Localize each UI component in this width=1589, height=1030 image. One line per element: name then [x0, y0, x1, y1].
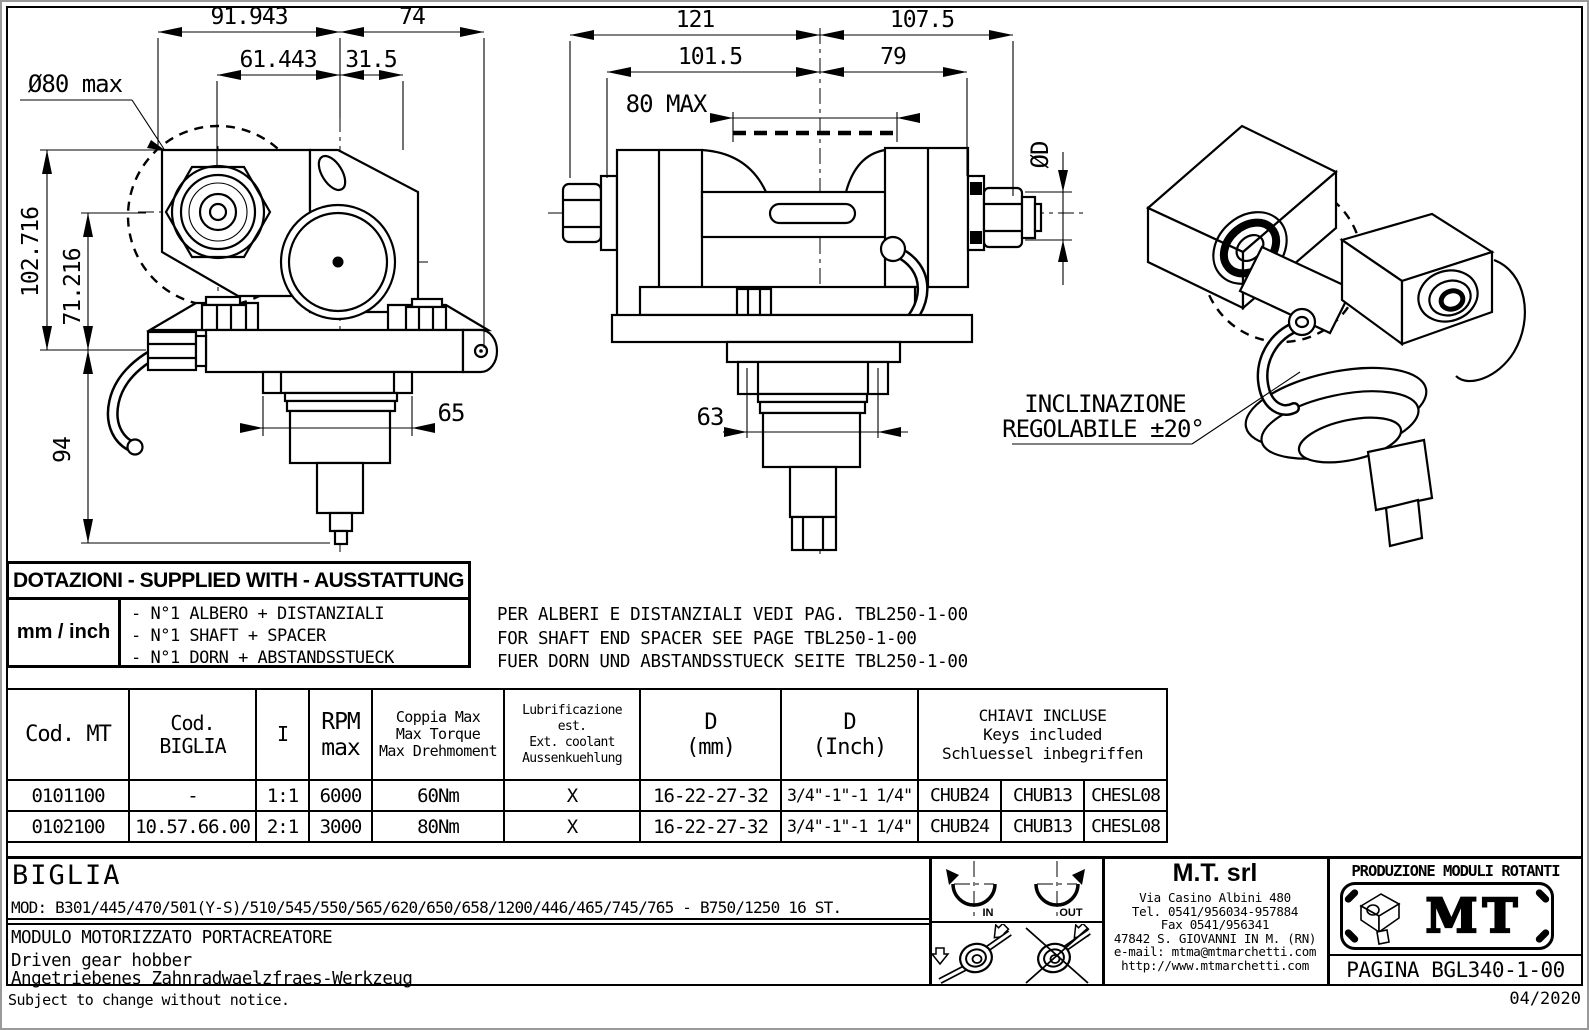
- dim-height-lower: 94: [50, 437, 76, 463]
- cell-ratio: 2:1: [256, 811, 309, 842]
- isometric-view: [1148, 126, 1525, 546]
- logo-tool-icon: [1351, 886, 1407, 946]
- divider: [1327, 954, 1583, 956]
- cell-d-mm: 16-22-27-32: [640, 780, 781, 811]
- cell-cod-biglia: -: [129, 780, 256, 811]
- col-header-d-inch: D (Inch): [781, 689, 918, 780]
- dim-width-right: 74: [399, 4, 425, 30]
- company-info: [1104, 859, 1326, 972]
- dim-shaft-dia: ØD: [1026, 141, 1054, 169]
- company-name: M.T. srl: [1172, 859, 1258, 887]
- right-housing-block: [885, 148, 968, 287]
- supplied-with-items: [121, 600, 468, 668]
- description-en: Driven gear hobber: [11, 951, 192, 971]
- reference-note-line: FOR SHAFT END SPACER SEE PAGE TBL250-1-00: [497, 628, 917, 649]
- supplied-item: - N°1 ALBERO + DISTANZIALI: [131, 604, 385, 624]
- company-tel: Tel. 0541/956034-957884: [1131, 903, 1299, 919]
- cell-key2: CHUB13: [1001, 780, 1084, 811]
- cell-cod-biglia: 10.57.66.00: [129, 811, 256, 842]
- cell-ratio: 1:1: [256, 780, 309, 811]
- cell-key1: CHUB24: [918, 811, 1001, 842]
- supplied-with-title: DOTAZIONI - SUPPLIED WITH - AUSSTATTUNG: [9, 564, 468, 600]
- dim-side-spindle-width: 63: [696, 403, 724, 431]
- dim-side-width-right: 107.5: [889, 7, 955, 33]
- dim-height-center: 71.216: [60, 248, 86, 326]
- dim-side-width-inner-left: 101.5: [677, 44, 743, 70]
- cell-cod-mt: 0102100: [7, 811, 129, 842]
- dim-width-inner: 61.443: [239, 47, 317, 73]
- tilt-note-line2: REGOLABILE ±20°: [1002, 415, 1204, 443]
- col-header-keys: CHIAVI INCLUSE Keys included Schluessel inbegriffen: [918, 689, 1167, 780]
- dim-side-width-left: 121: [675, 7, 715, 33]
- wrench-wrong-icon: [1026, 924, 1091, 983]
- tool-spindle: [727, 342, 900, 362]
- spec-header-row: [7, 689, 1167, 780]
- cell-d-mm: 16-22-27-32: [640, 811, 781, 842]
- divider: [6, 923, 929, 925]
- supplied-with-box: [6, 561, 471, 668]
- cell-key1: CHUB24: [918, 780, 1001, 811]
- units-label: mm / inch: [9, 600, 121, 665]
- cell-d-inch: 3/4"-1"-1 1/4": [781, 780, 918, 811]
- description-de: Angetriebenes Zahnradwaelzfraes-Werkzeug: [11, 969, 413, 989]
- cell-torque: 60Nm: [372, 780, 504, 811]
- spec-row: [7, 780, 1167, 811]
- dim-dia-max: Ø80 max: [27, 70, 123, 98]
- dim-width-total: 91.943: [210, 4, 288, 30]
- wrench-correct-icon: [932, 924, 1011, 981]
- mounting-instruction-icon: [930, 924, 1103, 985]
- spec-row: [7, 811, 1167, 842]
- col-header-ratio: I: [256, 689, 309, 780]
- keyway-slot: [770, 204, 855, 223]
- company-email: e-mail: mtma@mtmarchetti.com: [1113, 944, 1317, 959]
- description-it: MODULO MOTORIZZATO PORTACREATORE: [11, 928, 333, 948]
- logo-text: MT: [1425, 888, 1523, 944]
- mt-logo: [1340, 882, 1554, 950]
- title-block-top-border: [6, 856, 1581, 859]
- cell-key3: CHESL08: [1084, 811, 1167, 842]
- dim-spindle-width: 65: [437, 399, 465, 427]
- divider: [929, 921, 1104, 923]
- front-view: [113, 116, 497, 556]
- production-label: PRODUZIONE MODULI ROTANTI: [1351, 862, 1560, 880]
- tool-spindle: [263, 372, 412, 393]
- cell-coolant: X: [504, 811, 640, 842]
- cell-cod-mt: 0101100: [7, 780, 129, 811]
- tilt-note-line1: INCLINAZIONE: [1024, 390, 1186, 418]
- dim-height-total: 102.716: [18, 207, 44, 297]
- reference-note-line: PER ALBERI E DISTANZIALI VEDI PAG. TBL250-1-00: [497, 605, 968, 625]
- disclaimer: Subject to change without notice.: [8, 991, 290, 1009]
- company-city: 47842 S. GIOVANNI IN M. (RN): [1113, 930, 1317, 946]
- cell-d-inch: 3/4"-1"-1 1/4": [781, 811, 918, 842]
- out-label: OUT: [1059, 907, 1083, 919]
- col-header-coolant: Lubrificazione est. Ext. coolant Aussenkuehlung: [504, 689, 640, 780]
- cell-key3: CHESL08: [1084, 780, 1167, 811]
- dim-side-width-inner-right: 79: [880, 44, 906, 70]
- right-hex-nut: [984, 188, 1022, 247]
- base-plate: [206, 330, 463, 372]
- in-label: IN: [982, 907, 994, 919]
- swivel-plate: [640, 287, 915, 315]
- cell-torque: 80Nm: [372, 811, 504, 842]
- col-header-cod-biglia: Cod. BIGLIA: [129, 689, 256, 780]
- revision-date: 04/2020: [1509, 989, 1581, 1009]
- company-web: http://www.mtmarchetti.com: [1121, 957, 1309, 973]
- dim-cutter-max: 80 MAX: [625, 90, 707, 118]
- page-number: PAGINA BGL340-1-00: [1346, 958, 1565, 982]
- col-header-rpm: RPM max: [309, 689, 372, 780]
- divider: [6, 918, 929, 920]
- cell-key2: CHUB13: [1001, 811, 1084, 842]
- rotation-direction-icon: [930, 858, 1103, 921]
- cell-rpm: 3000: [309, 811, 372, 842]
- col-header-d-mm: D (mm): [640, 689, 781, 780]
- supplied-item: - N°1 DORN + ABSTANDSSTUECK: [131, 648, 394, 668]
- supplied-item: - N°1 SHAFT + SPACER: [131, 626, 326, 646]
- company-address: Via Casino Albini 480: [1139, 890, 1291, 905]
- base-plate: [612, 315, 972, 342]
- col-header-cod-mt: Cod. MT: [7, 689, 129, 780]
- cell-rpm: 6000: [309, 780, 372, 811]
- brand-name: BIGLIA: [12, 860, 122, 891]
- cell-coolant: X: [504, 780, 640, 811]
- models-line: MOD: B301/445/470/501(Y-S)/510/545/550/565/620/650/658/1200/446/465/745/765 - B750/1250 16 ST.: [11, 898, 842, 917]
- tool-spindle: [1368, 440, 1432, 510]
- reference-note-line: FUER DORN UND ABSTANDSSTUECK SEITE TBL250-1-00: [497, 652, 968, 672]
- left-hex-nut: [563, 184, 601, 242]
- dim-width-inner-right: 31.5: [345, 47, 397, 73]
- reference-note: [497, 604, 968, 675]
- spec-table: [6, 688, 1168, 843]
- company-fax: Fax 0541/956341: [1160, 917, 1270, 932]
- col-header-torque: Coppia Max Max Torque Max Drehmoment: [372, 689, 504, 780]
